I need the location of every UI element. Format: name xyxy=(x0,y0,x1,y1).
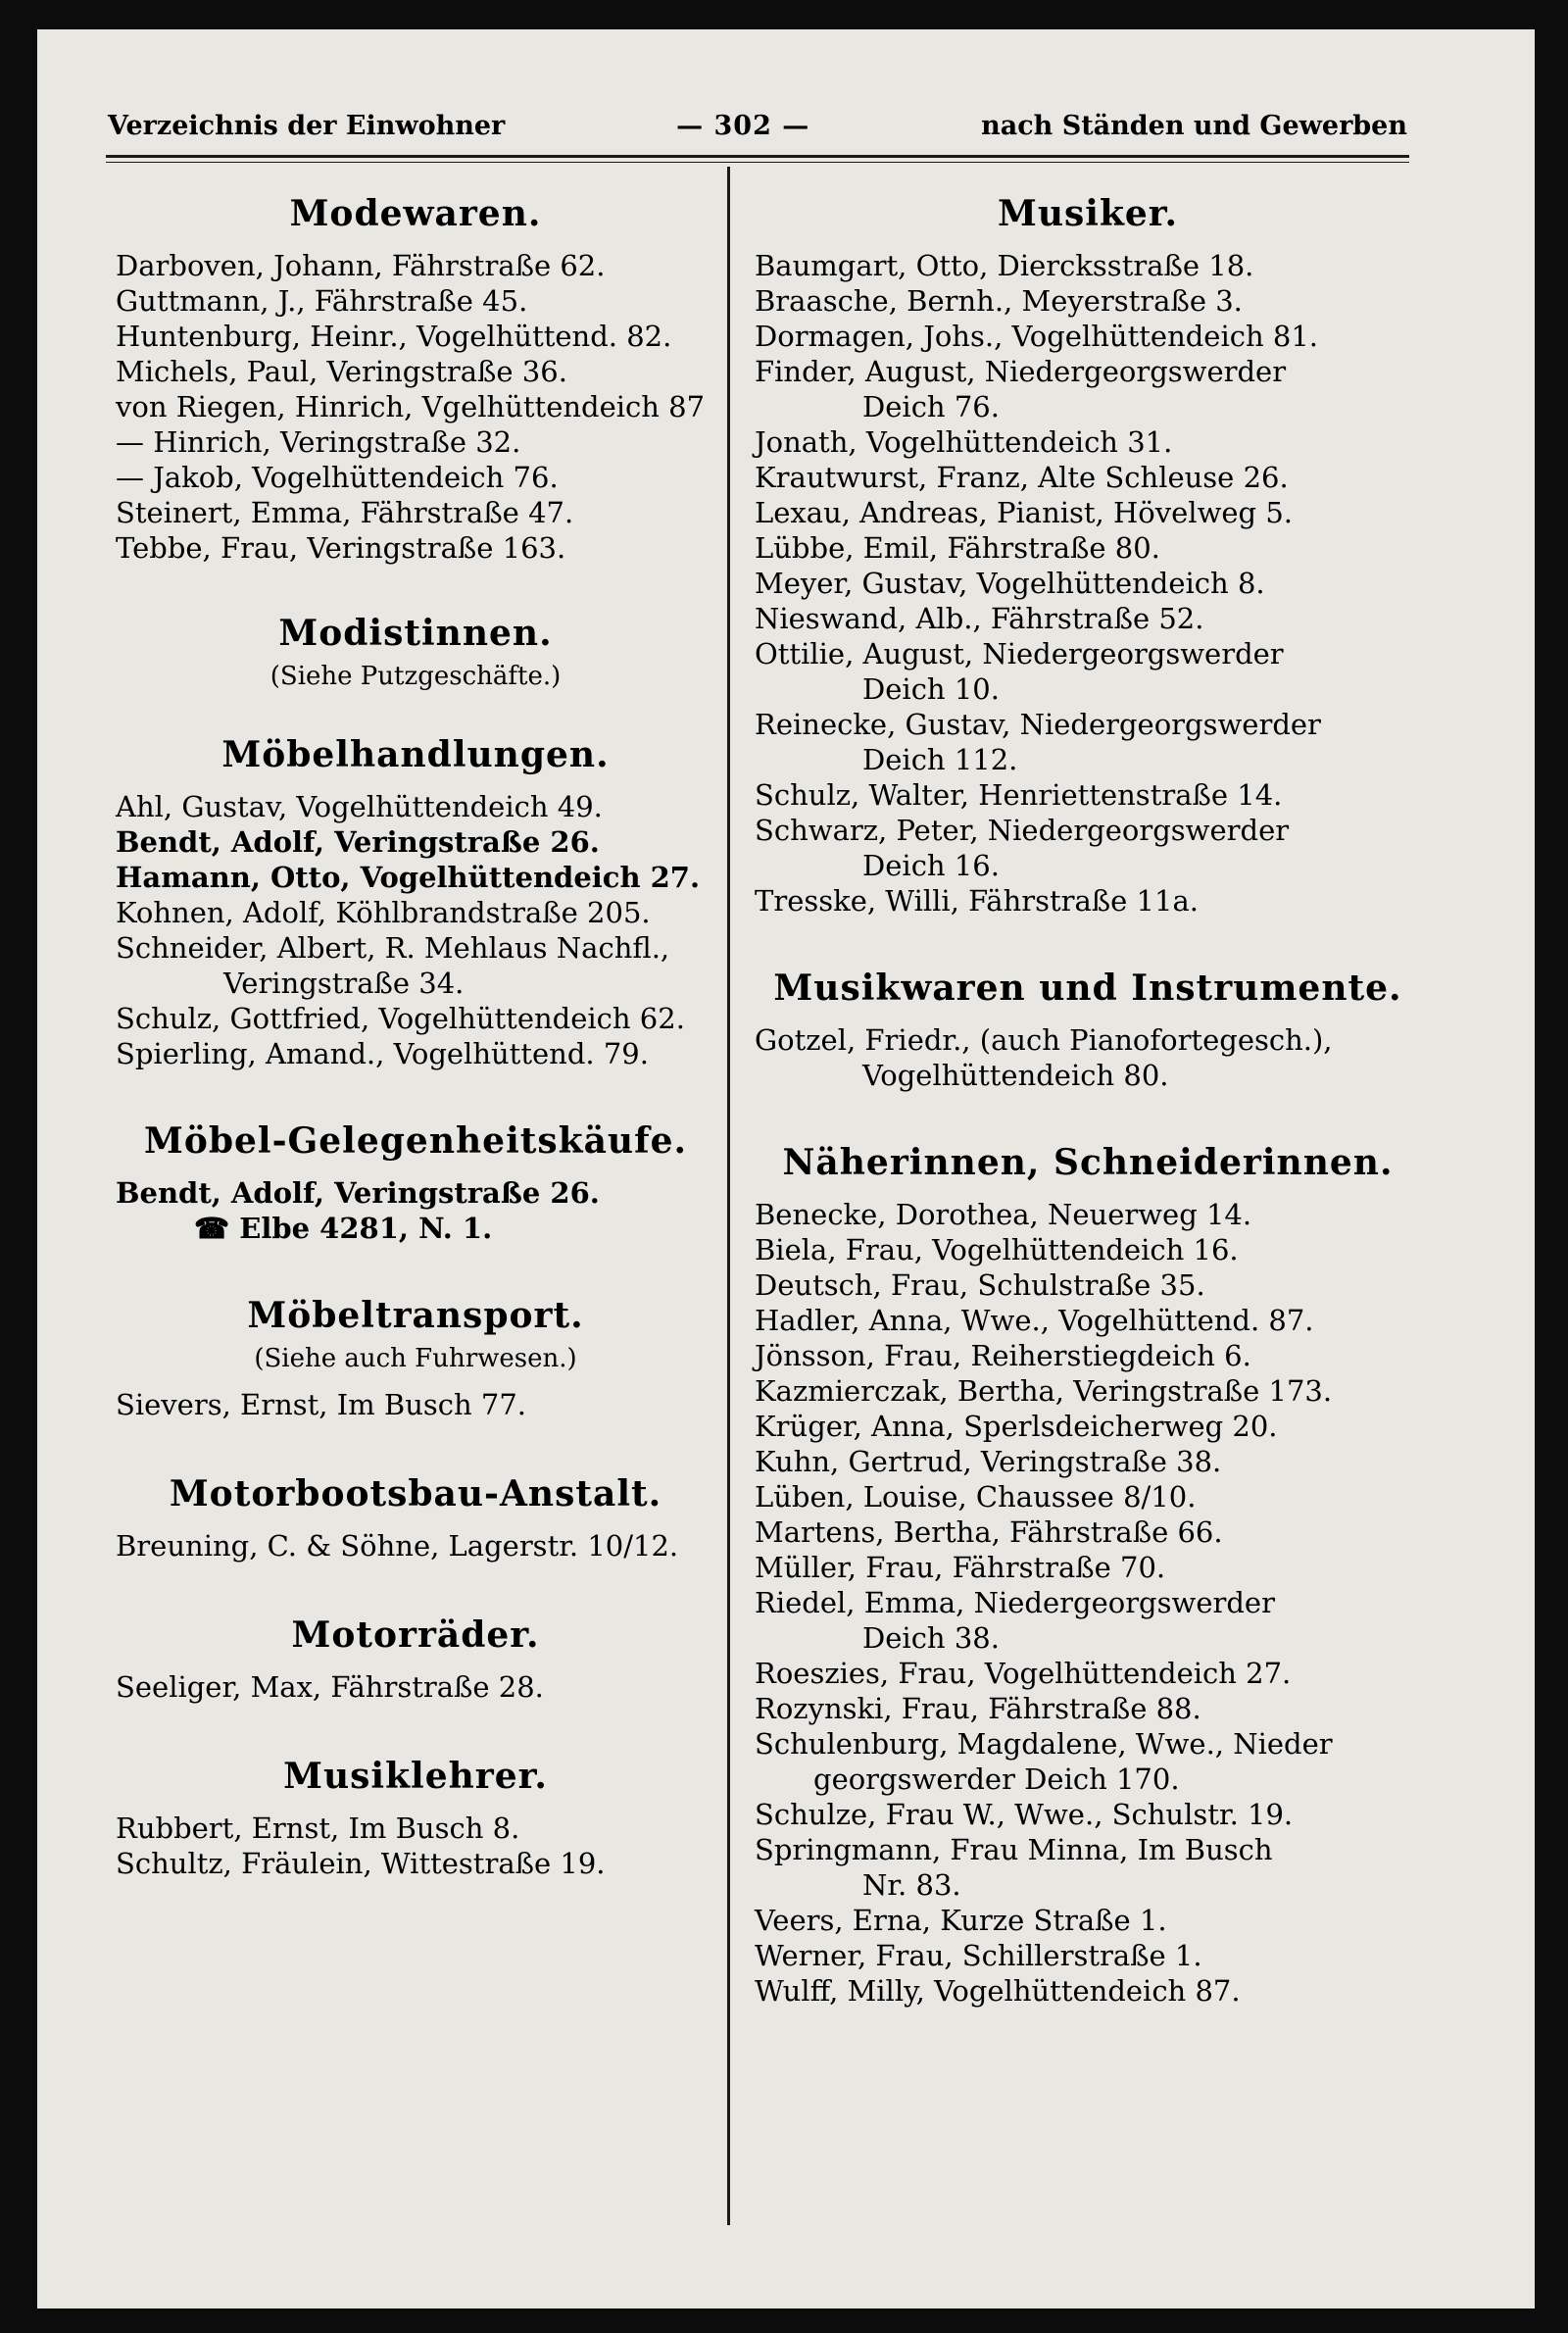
section-modistinnen xyxy=(116,613,715,691)
section-naeherinnen xyxy=(755,1142,1421,2009)
list-item: von Riegen, Hinrich, Vgelhüttendeich 87 xyxy=(116,390,706,423)
section-moebel-gelegenheitskaeufe xyxy=(116,1120,715,1246)
section-title: Musiklehrer. xyxy=(283,1756,548,1797)
section-title: Möbel-Gelegenheitskäufe. xyxy=(143,1120,688,1162)
section-moebelhandlungen xyxy=(116,734,715,1071)
section-musikwaren xyxy=(755,968,1421,1093)
section-musiklehrer xyxy=(116,1756,715,1881)
list-item: Schulz, Walter, Henriettenstraße 14. xyxy=(755,778,1283,812)
list-item: — Hinrich, Veringstraße 32. xyxy=(116,425,521,459)
list-item-continuation: georgswerder Deich 170. xyxy=(813,1762,1180,1796)
list-item: Kohnen, Adolf, Köhlbrandstraße 205. xyxy=(116,896,651,929)
list-item: Bendt, Adolf, Veringstraße 26. xyxy=(116,825,600,859)
list-item: Nieswand, Alb., Fährstraße 52. xyxy=(755,602,1204,635)
section-note: (Siehe Putzgeschäfte.) xyxy=(270,662,562,691)
list-item: Schulenburg, Magdalene, Wwe., Nieder xyxy=(755,1727,1333,1761)
section-title: Musikwaren und Instrumente. xyxy=(773,968,1402,1009)
list-item-continuation: Vogelhüttendeich 80. xyxy=(862,1059,1169,1092)
section-note: (Siehe auch Fuhrwesen.) xyxy=(254,1344,577,1373)
header-rule xyxy=(106,155,1409,158)
list-item: Darboven, Johann, Fährstraße 62. xyxy=(116,249,606,282)
list-item: Krautwurst, Franz, Alte Schleuse 26. xyxy=(755,461,1289,494)
telephone-number: Elbe 4281, N. 1. xyxy=(239,1212,493,1245)
section-title: Modewaren. xyxy=(289,193,542,234)
list-item: Schulze, Frau W., Wwe., Schulstr. 19. xyxy=(755,1798,1294,1831)
list-item: Michels, Paul, Veringstraße 36. xyxy=(116,355,567,388)
section-title: Näherinnen, Schneiderinnen. xyxy=(782,1142,1394,1183)
list-item-continuation: Deich 112. xyxy=(862,743,1018,776)
list-item: Finder, August, Niedergeorgswerder xyxy=(755,355,1287,388)
section-modewaren xyxy=(116,193,715,566)
list-item: Kuhn, Gertrud, Veringstraße 38. xyxy=(755,1445,1222,1478)
right-column xyxy=(755,172,1421,2009)
list-item: Spierling, Amand., Vogelhüttend. 79. xyxy=(116,1037,649,1070)
section-motorraeder xyxy=(116,1614,715,1705)
list-item: Krüger, Anna, Sperlsdeicherweg 20. xyxy=(755,1410,1278,1443)
list-item: Wulff, Milly, Vogelhüttendeich 87. xyxy=(755,1974,1241,2008)
list-item: Huntenburg, Heinr., Vogelhüttend. 82. xyxy=(116,320,672,353)
header-right: nach Ständen und Gewerben xyxy=(981,110,1407,141)
list-item: Riedel, Emma, Niedergeorgswerder xyxy=(755,1586,1275,1619)
list-item: Deutsch, Frau, Schulstraße 35. xyxy=(755,1268,1205,1302)
left-column xyxy=(116,172,715,1881)
list-item: Ahl, Gustav, Vogelhüttendeich 49. xyxy=(116,790,603,823)
list-item: Müller, Frau, Fährstraße 70. xyxy=(755,1551,1166,1584)
list-item-continuation: Nr. 83. xyxy=(862,1868,961,1902)
list-item: Braasche, Bernh., Meyerstraße 3. xyxy=(755,284,1243,318)
list-item: Werner, Frau, Schillerstraße 1. xyxy=(755,1939,1202,1972)
page-number: — 302 — xyxy=(676,110,810,141)
list-item: Lüben, Louise, Chaussee 8/10. xyxy=(755,1480,1197,1514)
list-item-continuation: Deich 10. xyxy=(862,672,1000,706)
section-motorbootsbau xyxy=(116,1473,715,1564)
column-divider xyxy=(727,167,730,2225)
list-item: Biela, Frau, Vogelhüttendeich 16. xyxy=(755,1233,1239,1266)
list-item: Gotzel, Friedr., (auch Pianofortegesch.), xyxy=(755,1023,1333,1057)
list-item: Meyer, Gustav, Vogelhüttendeich 8. xyxy=(755,567,1265,600)
list-item: Hadler, Anna, Wwe., Vogelhüttend. 87. xyxy=(755,1304,1314,1337)
list-item: Dormagen, Johs., Vogelhüttendeich 81. xyxy=(755,320,1319,353)
list-item-continuation: Deich 38. xyxy=(862,1621,1000,1655)
list-item: Martens, Bertha, Fährstraße 66. xyxy=(755,1515,1223,1549)
list-item: Roeszies, Frau, Vogelhüttendeich 27. xyxy=(755,1657,1292,1690)
list-item: Rubbert, Ernst, Im Busch 8. xyxy=(116,1812,520,1845)
list-item: Schwarz, Peter, Niedergeorgswerder xyxy=(755,814,1290,847)
section-title: Motorräder. xyxy=(291,1614,540,1656)
list-item: Steinert, Emma, Fährstraße 47. xyxy=(116,496,574,529)
list-item-continuation: Deich 76. xyxy=(862,390,1000,423)
list-item: Bendt, Adolf, Veringstraße 26. xyxy=(116,1176,600,1210)
list-item: Sievers, Ernst, Im Busch 77. xyxy=(116,1388,527,1421)
list-item-continuation: Veringstraße 34. xyxy=(223,967,465,1000)
list-item: Hamann, Otto, Vogelhüttendeich 27. xyxy=(116,861,701,894)
list-item: Benecke, Dorothea, Neuerweg 14. xyxy=(755,1198,1252,1231)
list-item: Jonath, Vogelhüttendeich 31. xyxy=(755,425,1173,459)
header-rule-thin xyxy=(106,162,1409,163)
page-header xyxy=(108,100,1407,151)
section-title: Möbelhandlungen. xyxy=(221,734,610,775)
section-moebeltransport xyxy=(116,1295,715,1422)
list-item: Tebbe, Frau, Veringstraße 163. xyxy=(116,531,566,565)
section-title: Modistinnen. xyxy=(278,613,553,654)
section-title: Motorbootsbau-Anstalt. xyxy=(169,1473,662,1514)
list-item: Tresske, Willi, Fährstraße 11a. xyxy=(755,884,1199,918)
list-item: Rozynski, Frau, Fährstraße 88. xyxy=(755,1692,1201,1725)
header-left: Verzeichnis der Einwohner xyxy=(108,110,506,141)
section-title: Musiker. xyxy=(997,193,1178,234)
list-item: Lexau, Andreas, Pianist, Hövelweg 5. xyxy=(755,496,1294,529)
list-item: Ottilie, August, Niedergeorgswerder xyxy=(755,637,1284,670)
list-item: Jönsson, Frau, Reiherstiegdeich 6. xyxy=(755,1339,1251,1372)
list-item: Breuning, C. & Söhne, Lagerstr. 10/12. xyxy=(116,1529,679,1563)
telephone-icon: ☎ xyxy=(194,1212,240,1245)
list-item: Springmann, Frau Minna, Im Busch xyxy=(755,1833,1273,1866)
list-item: Baumgart, Otto, Diercksstraße 18. xyxy=(755,249,1254,282)
section-musiker xyxy=(755,193,1421,918)
list-item: Schulz, Gottfried, Vogelhüttendeich 62. xyxy=(116,1002,685,1035)
list-item: Kazmierczak, Bertha, Veringstraße 173. xyxy=(755,1374,1333,1408)
list-item: Reinecke, Gustav, Niedergeorgswerder xyxy=(755,708,1321,741)
list-item: Schultz, Fräulein, Wittestraße 19. xyxy=(116,1847,606,1880)
section-title: Möbeltransport. xyxy=(247,1295,584,1336)
list-item: — Jakob, Vogelhüttendeich 76. xyxy=(116,461,559,494)
list-item-telephone xyxy=(116,1211,715,1246)
list-item: Veers, Erna, Kurze Straße 1. xyxy=(755,1904,1167,1937)
list-item: Guttmann, J., Fährstraße 45. xyxy=(116,284,528,318)
list-item-continuation: Deich 16. xyxy=(862,849,1000,882)
list-item: Lübbe, Emil, Fährstraße 80. xyxy=(755,531,1160,565)
list-item: Seeliger, Max, Fährstraße 28. xyxy=(116,1670,544,1704)
list-item: Schneider, Albert, R. Mehlaus Nachfl., xyxy=(116,931,670,965)
